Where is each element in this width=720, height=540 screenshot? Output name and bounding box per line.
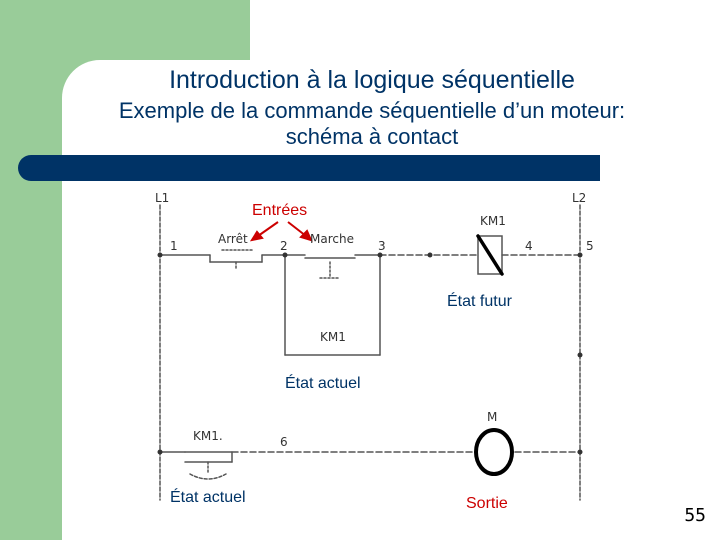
rail-l1-label: L1 — [155, 191, 170, 205]
node-5-label: 5 — [586, 239, 594, 253]
holding-contact-label: KM1 — [320, 330, 346, 344]
slide-subtitle-line1: Exemple de la commande séquentielle d’un moteur: — [118, 98, 626, 123]
output-annotation: Sortie — [466, 495, 508, 512]
coil-label: KM1 — [480, 214, 506, 228]
node-2-label: 2 — [280, 239, 288, 253]
slide-subtitle-line2: schéma à contact — [285, 124, 459, 149]
node-6-label: 6 — [280, 435, 288, 449]
current-state-annotation-1: État actuel — [285, 375, 361, 392]
slide-title: Introduction à la logique séquentielle — [169, 66, 575, 94]
motor-label: M — [487, 410, 498, 424]
motor-contact-label: KM1. — [193, 429, 223, 443]
future-state-annotation: État futur — [447, 293, 512, 310]
node-4-label: 4 — [525, 239, 533, 253]
rail-l2-label: L2 — [572, 191, 587, 205]
motor-symbol — [476, 430, 512, 474]
page-number: 55 — [684, 505, 706, 526]
inputs-annotation: Entrées — [252, 202, 308, 219]
start-button-label: Marche — [310, 232, 354, 246]
stop-button-label: Arrêt — [218, 232, 248, 246]
node-1-label: 1 — [170, 239, 178, 253]
node-3-label: 3 — [378, 239, 386, 253]
current-state-annotation-2: État actuel — [170, 489, 246, 506]
